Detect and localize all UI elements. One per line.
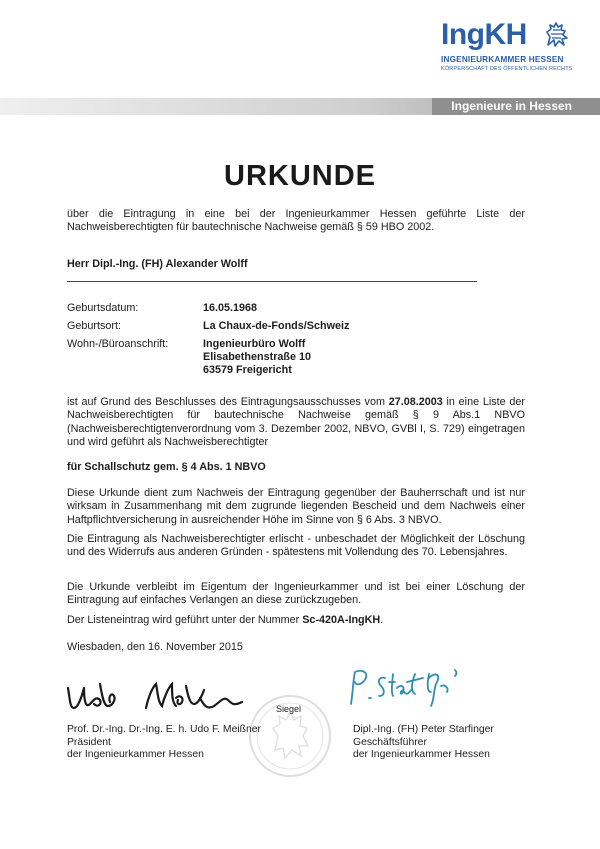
name-underline xyxy=(67,281,477,282)
validity-paragraph: Diese Urkunde dient zum Nachweis der Eintragung gegenüber der Bauherrschaft und ist nur wirksam in Zusammenhang mit dem zugrunde liegenden Bescheid und dem Nachweis einer Haftpflichtversicherung in ausreichender Höhe im Sinne von § 6 Abs. 3 NBVO. xyxy=(67,487,525,526)
signatory-right-name: Dipl.-Ing. (FH) Peter Starfinger xyxy=(353,724,494,735)
ingkh-logo xyxy=(441,18,573,80)
logo-brand: IngKH xyxy=(441,18,527,51)
birthdate-value: 16.05.1968 xyxy=(203,302,258,314)
signature-right xyxy=(345,664,485,714)
specialty-line: für Schallschutz gem. § 4 Abs. 1 NBVO xyxy=(67,461,266,473)
header-band-text: Ingenieure in Hessen xyxy=(451,99,572,113)
address-line1: Ingenieurbüro Wolff xyxy=(203,338,306,350)
seal-label: Siegel xyxy=(276,704,302,714)
signatory-left xyxy=(67,724,261,762)
signatory-left-org: der Ingenieurkammer Hessen xyxy=(67,749,204,761)
decision-paragraph xyxy=(67,396,525,450)
decision-text-before: ist auf Grund des Beschlusses des Eintragungsausschusses vom xyxy=(67,396,389,408)
expiry-paragraph: Die Eintragung als Nachweisberechtigter erlischt - unbeschadet der Möglichkeit der Löschung und des Widerrufs aus anderen Gründen - spätestens mit Vollendung des 70. Lebensjahres. xyxy=(67,533,525,559)
address-line3: 63579 Freigericht xyxy=(203,364,292,376)
signatory-right xyxy=(353,724,494,762)
signatory-right-role: Geschäftsführer xyxy=(353,736,427,748)
birthdate-label: Geburtsdatum: xyxy=(67,302,139,314)
intro-paragraph: über die Eintragung in eine bei der Ingenieurkammer Hessen geführte Liste der Nachweisberechtigten für bautechnische Nachweise gemäß § 59 HBO 2002. xyxy=(67,208,525,234)
header-band-box xyxy=(432,98,600,115)
document-title: URKUNDE xyxy=(224,160,376,192)
birthplace-value: La Chaux-de-Fonds/Schweiz xyxy=(203,320,350,332)
logo-line2: KÖRPERSCHAFT DES ÖFFENTLICHEN RECHTS xyxy=(441,66,573,72)
address-line2: Elisabethenstraße 10 xyxy=(203,351,312,363)
recipient-name: Herr Dipl.-Ing. (FH) Alexander Wolff xyxy=(67,258,248,270)
decision-text-after: in eine Liste der Nachweisberechtigten für bautechnische Nachweise gemäß § 9 Abs.1 NBVO (Nachweisberechtigtenverordnung vom 3. Dezember 2002, NBVO, GVBl I, S. 729) eingetragen und wird geführt als Nachweisberechtigter xyxy=(67,396,525,449)
listing-text-after: . xyxy=(380,614,384,626)
header-band xyxy=(0,98,600,115)
listing-number: Sc-420A-IngKH xyxy=(302,614,381,626)
ownership-paragraph: Die Urkunde verbleibt im Eigentum der Ingenieurkammer und ist bei einer Löschung der Eintragung auf einfaches Verlangen an diese zurückzugeben. xyxy=(67,581,525,607)
signatory-left-name: Prof. Dr.-Ing. Dr.-Ing. E. h. Udo F. Meißner xyxy=(67,724,262,735)
decision-date: 27.08.2003 xyxy=(388,396,443,408)
address-label: Wohn-/Büroanschrift: xyxy=(67,338,169,350)
listing-paragraph xyxy=(67,614,525,627)
listing-text-before: Der Listeneintrag wird geführt unter der Nummer xyxy=(67,614,303,626)
logo-line1: INGENIEURKAMMER HESSEN xyxy=(441,55,564,64)
lion-icon xyxy=(542,20,572,50)
signatory-right-org: der Ingenieurkammer Hessen xyxy=(353,749,490,761)
place-date: Wiesbaden, den 16. November 2015 xyxy=(67,641,243,653)
signature-left xyxy=(64,678,264,718)
birthplace-label: Geburtsort: xyxy=(67,320,122,332)
signatory-left-role: Präsident xyxy=(67,736,111,748)
